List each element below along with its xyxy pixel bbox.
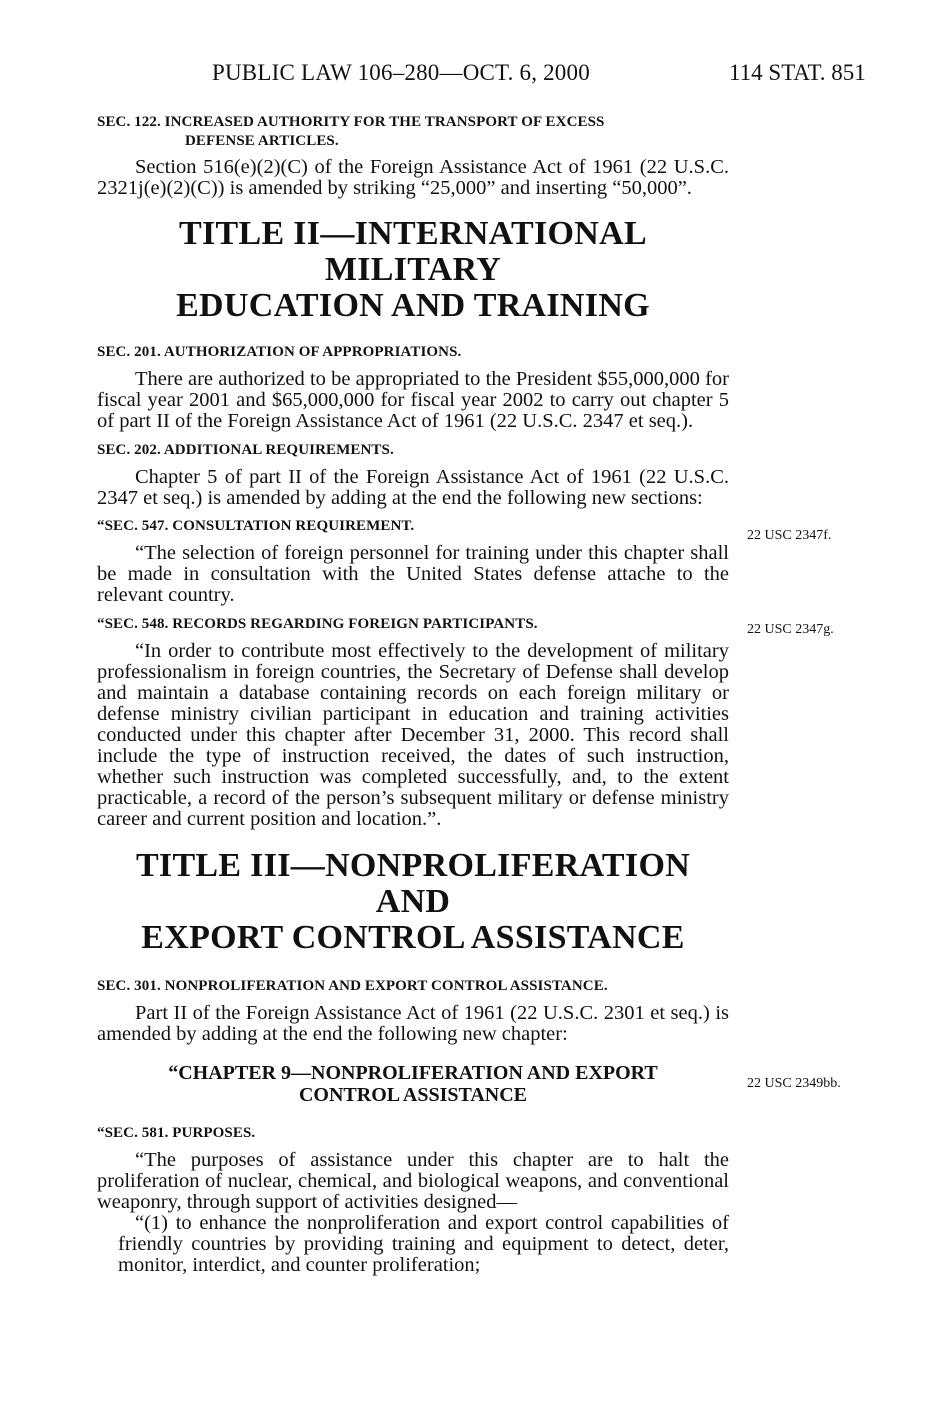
chapter-9-line1: “CHAPTER 9—NONPROLIFERATION AND EXPORT: [168, 1062, 658, 1084]
statute-page-number: 114 STAT. 851: [729, 60, 866, 85]
title-2-line2: EDUCATION AND TRAINING: [176, 287, 650, 324]
running-head-title: PUBLIC LAW 106–280—OCT. 6, 2000: [212, 60, 590, 85]
sec-122-body: Section 516(e)(2)(C) of the Foreign Assistance Act of 1961 (22 U.S.C. 2321j(e)(2)(C)) is amended by striking “25,000” and inserting “50,000”.: [97, 156, 729, 199]
sec-548-body: “In order to contribute most effectively to the development of military professionalism in foreign countries, the Secretary of Defense shall develop and maintain a database containing records on each foreign military or defense ministry civilian participant in education and training activities conducted under this chapter after December 31, 2000. This record shall include the type of instruction received, the dates of such instruction, whether such instruction was completed successfully, and, to the extent practicable, a record of the person’s subsequent military or defense ministry career and current position and location.”.: [97, 640, 729, 830]
sec-547-body: “The selection of foreign personnel for training under this chapter shall be made in consultation with the United States defense attache to the relevant country.: [97, 542, 729, 606]
sec-547-heading: “SEC. 547. CONSULTATION REQUIREMENT.: [97, 518, 415, 534]
chapter-9-heading: [97, 1062, 729, 1106]
main-column: [97, 110, 729, 1276]
title-3-line1: TITLE III—NONPROLIFERATION AND: [135, 847, 691, 920]
sec-548-heading: “SEC. 548. RECORDS REGARDING FOREIGN PARTICIPANTS.: [97, 616, 538, 632]
sec-122-heading-line2: DEFENSE ARTICLES.: [185, 133, 339, 149]
sec-301-body: Part II of the Foreign Assistance Act of 1961 (22 U.S.C. 2301 et seq.) is amended by adding at the end the following new chapter:: [97, 1002, 729, 1045]
margin-note-2347g: 22 USC 2347g.: [747, 622, 834, 637]
sec-201-heading: SEC. 201. AUTHORIZATION OF APPROPRIATIONS.: [97, 344, 462, 360]
chapter-9-line2: CONTROL ASSISTANCE: [298, 1084, 528, 1106]
sec-581-body: “The purposes of assistance under this chapter are to halt the proliferation of nuclear, chemical, and biological weapons, and conventional weaponry, through support of activities designed—: [97, 1149, 729, 1213]
page-header: [0, 60, 947, 90]
title-2-line1: TITLE II—INTERNATIONAL MILITARY: [179, 215, 647, 288]
margin-note-2349bb: 22 USC 2349bb.: [747, 1076, 841, 1091]
sec-301-heading: SEC. 301. NONPROLIFERATION AND EXPORT CONTROL ASSISTANCE.: [97, 978, 608, 994]
sec-581-item-1: “(1) to enhance the nonproliferation and export control capabilities of friendly countries by providing training and equipment to detect, deter, monitor, interdict, and counter proliferation;: [118, 1212, 729, 1276]
sec-202-body: Chapter 5 of part II of the Foreign Assistance Act of 1961 (22 U.S.C. 2347 et seq.) is amended by adding at the end the following new sections:: [97, 466, 729, 509]
title-3-heading: [97, 848, 729, 956]
sec-122-heading: [97, 113, 729, 151]
margin-note-2347f: 22 USC 2347f.: [747, 528, 832, 543]
sec-201-body: There are authorized to be appropriated to the President $55,000,000 for fiscal year 2001 and $65,000,000 for fiscal year 2002 to carry out chapter 5 of part II of the Foreign Assistance Act of 1961 (22 U.S.C. 2347 et seq.).: [97, 368, 729, 432]
sec-202-heading: SEC. 202. ADDITIONAL REQUIREMENTS.: [97, 442, 394, 458]
title-2-heading: [97, 216, 729, 324]
sec-122-heading-line1: SEC. 122. INCREASED AUTHORITY FOR THE TRANSPORT OF EXCESS: [97, 114, 605, 130]
title-3-line2: EXPORT CONTROL ASSISTANCE: [141, 919, 685, 956]
sec-581-heading: “SEC. 581. PURPOSES.: [97, 1125, 256, 1141]
